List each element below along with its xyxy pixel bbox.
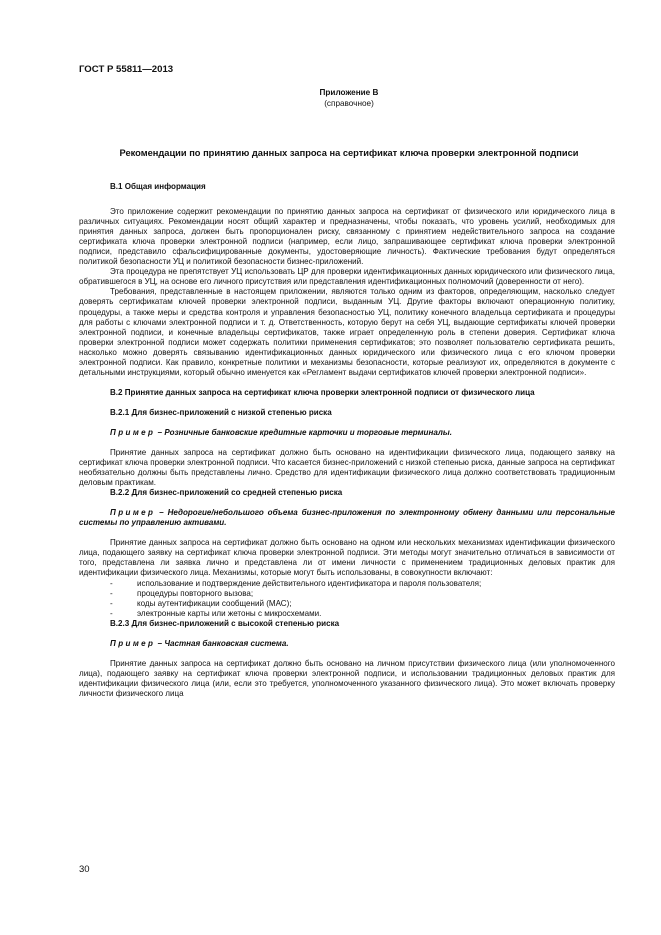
page-number: 30 [79, 864, 90, 875]
section-heading-b1: В.1 Общая информация [110, 182, 206, 191]
example-note: Пример – Частная банковская система. [110, 638, 289, 648]
section-heading-b21: В.2.1 Для бизнес-приложений с низкой степенью риска [110, 407, 332, 417]
paragraph: Требования, представленные в настоящем приложении, являются только одним из факторов, определяющим, насколько следует доверять сертификатам ключей проверки электронной подписи, выданным УЦ. Другие факторы включают операционную политику, процедуры, а также меры и средства контроля и управления безопасностью УЦ, политику конечного владельца сертификата и процедуры для работы с ключами электронной подписи и т. д. Ответственность, которую берут на себя УЦ, выдающие сертификаты ключей проверки электронной подписи, и конечные владельцы сертификатов, также играет определенную роль в степени доверия. Сертификат ключа проверки электронной подписи может содержать политики применения сертификатов; это позволяет пользователю сертификата решить, насколько можно доверять связыванию идентификационных данных юридического или физического лица с его ключом проверки электронной подписи. Как правило, конкретные политики и механизмы безопасности, которые реализуют их, определяются в документе с детальными инструкциями, который обычно именуется как «Регламент выдачи сертификатов ключей проверки электронной подписи». [79, 287, 615, 377]
paragraph: Эта процедура не препятствует УЦ использовать ЦР для проверки идентификационных данных юридического или физического лица, обратившегося в УЦ, на основе его личного присутствия или представления идентификационных полномочий (доверенности от него). [79, 267, 615, 287]
appendix-title: Приложение В [319, 88, 379, 97]
section-heading-b2: В.2 Принятие данных запроса на сертификат ключа проверки электронной подписи от физического лица [110, 387, 535, 397]
section-heading-b22: В.2.2 Для бизнес-приложений со средней степенью риска [110, 488, 343, 498]
document-body [79, 182, 615, 699]
document-header: ГОСТ Р 55811—2013 [79, 64, 174, 75]
list-item: - использование и подтверждение действительного идентификатора и пароля пользователя; [79, 579, 615, 589]
list-item: - коды аутентификации сообщений (МАС); [79, 599, 615, 609]
paragraph: Это приложение содержит рекомендации по принятию данных запроса на сертификат от физического или юридического лица в различных ситуациях. Рекомендации носят общий характер и предназначены, чтобы показать, что уровень усилий, необходимых для принятия данных запроса, должен быть пропорционален риску, связанному с принятием недействительного запроса на создание сертификата ключа проверки электронной подписи (например, если лицо, запрашивающее сертификат ключа проверки электронной подписи, представило сфальсифицированные документы, удостоверяющие личность). Фактические требования будут определяться политикой безопасности УЦ и политикой безопасности бизнес-приложений. [79, 207, 615, 267]
section-heading-b23: В.2.3 Для бизнес-приложений с высокой степенью риска [110, 618, 340, 628]
example-note: Пример – Розничные банковские кредитные карточки и торговые терминалы. [110, 427, 453, 437]
page-title: Рекомендации по принятию данных запроса на сертификат ключа проверки электронной подписи [119, 148, 579, 158]
paragraph: Принятие данных запроса на сертификат должно быть основано на личном присутствии физического лица (или уполномоченного лица), подающего заявку на сертификат ключа проверки электронной подписи, и использовании традиционных деловых практик для идентификации физического лица (или, если это требуется, уполномоченного указанного физического лица). Это может включать проверку личности физического лица [79, 658, 615, 698]
appendix-heading [79, 87, 619, 109]
list-item: - процедуры повторного вызова; [79, 589, 615, 599]
appendix-subtitle: (справочное) [324, 99, 374, 108]
paragraph: Принятие данных запроса на сертификат должно быть основано на одном или нескольких механизмах идентификации физического лица, подающего заявку на сертификат ключа проверки электронной подписи. Эти методы могут значительно отличаться в зависимости от того, представлена ли заявка лично и представлена ли от имени личности с применением традиционных деловых практик для идентификации физического лица. Механизмы, которые могут быть использованы, в совокупности включают: [79, 538, 615, 578]
paragraph: Принятие данных запроса на сертификат должно быть основано на идентификации физического лица, подающего заявку на сертификат ключа проверки электронной подписи. Что касается бизнес-приложений с низкой степенью риска, данные запроса на сертификат необязательно должны быть представлены лично. Средство для идентификации физического лица должно соответствовать традиционным деловым практикам. [79, 447, 615, 488]
mechanisms-list [79, 579, 615, 619]
example-note: Пример – Недорогие/небольшого объема бизнес-приложения по электронному обмену данными или персональные системы по управлению активами. [79, 508, 615, 528]
list-item: - электронные карты или жетоны с микросхемами. [79, 609, 615, 619]
